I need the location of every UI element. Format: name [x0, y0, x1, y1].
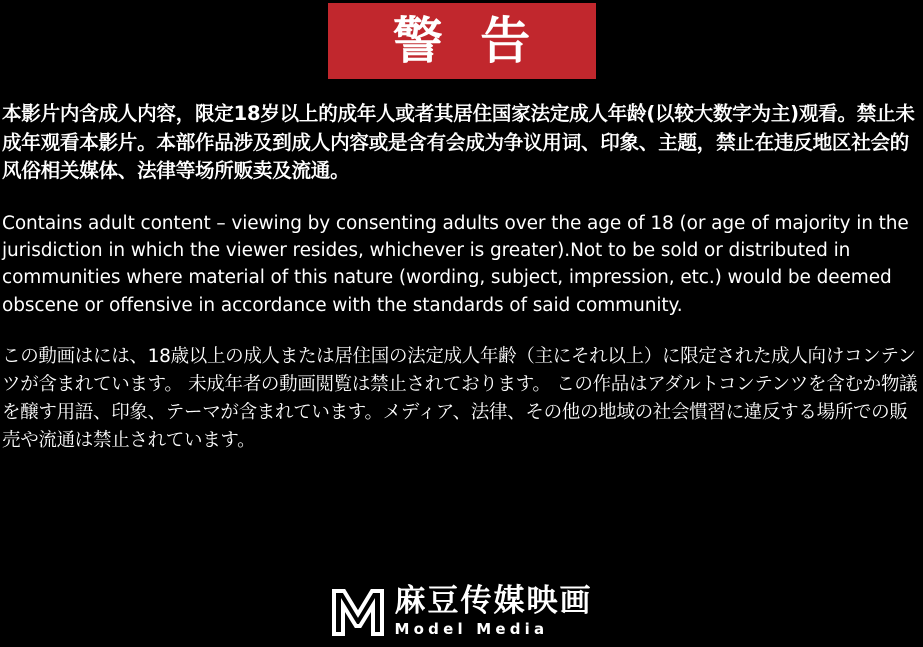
- notice-text-english: Contains adult content – viewing by consenting adults over the age of 18 (or age of majority in the jurisdiction in which the viewer resides, whichever is greater).Not to be sold or distributed in communities where material of this nature (wording, subject, impression, etc.) would be deemed obscene or offensive in accordance with the standards of said community.: [2, 212, 909, 316]
- brand-name-chinese: 麻豆传媒映画: [394, 583, 593, 619]
- model-media-m-icon: [331, 587, 385, 637]
- warning-banner-container: [0, 0, 923, 79]
- brand-logo-text: [394, 583, 593, 638]
- notice-content: [0, 100, 923, 455]
- brand-logo: [0, 583, 923, 638]
- warning-banner: [328, 3, 596, 79]
- notice-text-chinese: 本影片内含成人内容，限定18岁以上的成年人或者其居住国家法定成人年龄(以较大数字为主)观看。禁止未成年观看本影片。本部作品涉及到成人内容或是含有会成为争议用词、印象、主题，禁止在违反地区社会的风俗相关媒体、法律等场所贩卖及流通。: [2, 102, 915, 183]
- notice-text-japanese: この動画はには、18歳以上の成人または居住国の法定成人年齢（主にそれ以上）に限定された成人向けコンテンツが含まれています。 未成年者の動画閲覧は禁止されております。 この作品はアダルトコンテンツを含むか物議を醸す用語、印象、テーマが含まれています。メディア、法律、その他の地域の社会慣習に違反する場所での販売や流通は禁止されています。: [2, 345, 918, 452]
- brand-name-english: Model Media: [394, 620, 549, 638]
- warning-banner-label: 警 告: [392, 12, 541, 70]
